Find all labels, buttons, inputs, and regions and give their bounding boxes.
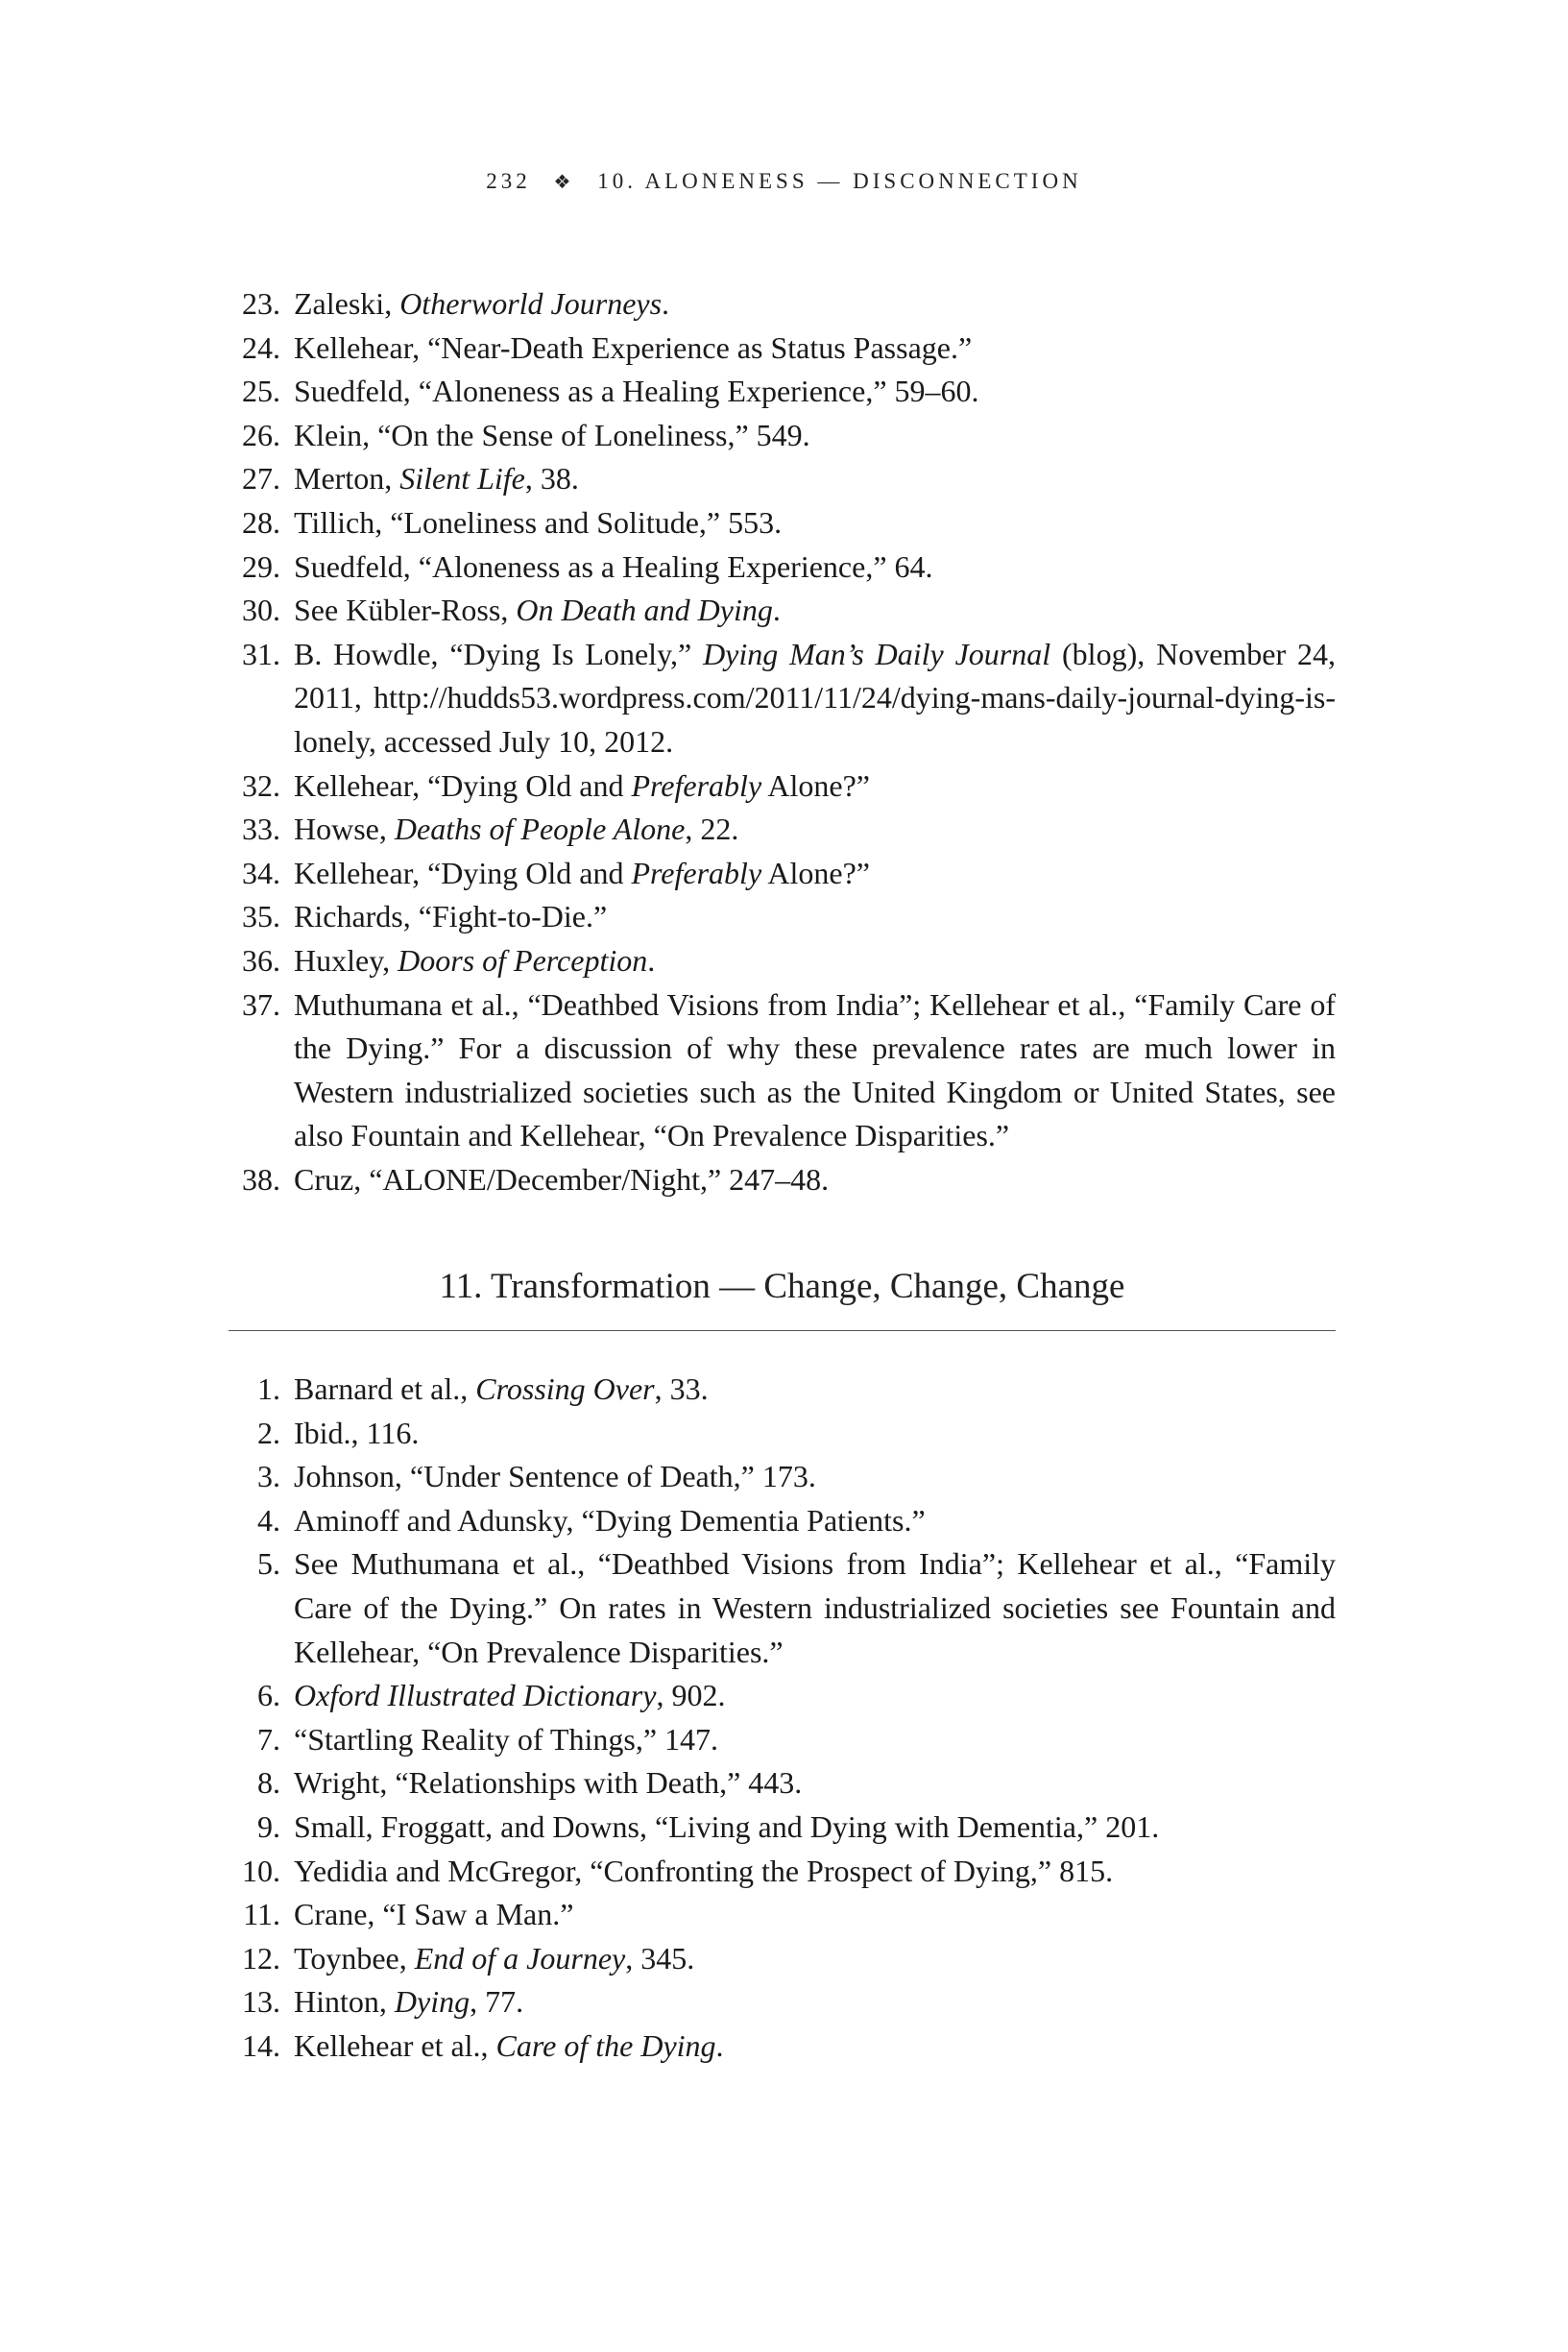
note-text: [294, 1893, 1336, 1937]
note-text: [294, 1806, 1336, 1850]
notes-chapter-11: [225, 1368, 1336, 2069]
note-number: 3.: [257, 1459, 280, 1494]
note-text-part: See Muthumana et al., “Deathbed Visions from India”; Kellehear et al., “Family Care of the Dying.” On rates in Western industrialized societies see Fountain and Kellehear, “On Prevalence Disparities.”: [294, 1546, 1336, 1669]
note-text-part: See Kübler-Ross,: [294, 593, 517, 628]
note-text-part: Alone?”: [761, 855, 870, 890]
note-text: [294, 370, 1336, 414]
note-text-part: , 33.: [654, 1371, 709, 1406]
note-text-part: Toynbee,: [294, 1940, 415, 1976]
note-text-part: Tillich, “Loneliness and Solitude,” 553.: [294, 504, 783, 540]
note-text: [294, 852, 1336, 896]
chapter-title: 10. ALONENESS — DISCONNECTION: [597, 169, 1082, 193]
note-text-part: , 77.: [470, 1984, 524, 2020]
note-text: [294, 983, 1336, 1158]
note-number: 4.: [257, 1502, 280, 1538]
note-text: [294, 1455, 1336, 1499]
note-item: [225, 764, 1336, 809]
section-divider: [229, 1330, 1336, 1331]
note-number: 13.: [242, 1984, 280, 2020]
note-text-part: Kellehear, “Near-Death Experience as Status Passage.”: [294, 329, 973, 365]
page-number: 232: [486, 169, 531, 193]
note-number: 38.: [242, 1161, 280, 1197]
note-item: [225, 501, 1336, 546]
note-item: [225, 983, 1336, 1158]
note-number: 1.: [257, 1371, 280, 1406]
note-number: 35.: [242, 899, 280, 934]
note-text-part: Cruz, “ALONE/December/Night,” 247–48.: [294, 1161, 830, 1197]
note-number: 32.: [242, 767, 280, 803]
note-item: [225, 1893, 1336, 1937]
note-text-part: , 38.: [524, 461, 579, 497]
note-text: [294, 1937, 1336, 1981]
note-number: 12.: [242, 1940, 280, 1976]
note-number: 14.: [242, 2027, 280, 2063]
note-text: [294, 2025, 1336, 2069]
note-number: 34.: [242, 855, 280, 890]
note-number: 30.: [242, 593, 280, 628]
note-text-part: .: [647, 942, 656, 978]
note-item: [225, 2025, 1336, 2069]
note-item: [225, 1806, 1336, 1850]
note-text-part: Huxley,: [294, 942, 398, 978]
note-text-part: Kellehear, “Dying Old and: [294, 767, 632, 803]
note-text-part: Suedfeld, “Aloneness as a Healing Experience,” 64.: [294, 548, 933, 584]
note-title-italic: Preferably: [631, 855, 762, 890]
note-text-part: Johnson, “Under Sentence of Death,” 173.: [294, 1459, 816, 1494]
note-text-part: , 345.: [625, 1940, 695, 1976]
note-number: 11.: [243, 1897, 280, 1932]
note-item: [225, 808, 1336, 852]
note-text: [294, 457, 1336, 501]
note-text-part: Klein, “On the Sense of Loneliness,” 549.: [294, 417, 810, 452]
note-item: [225, 1761, 1336, 1806]
note-text: [294, 327, 1336, 371]
note-title-italic: End of a Journey: [414, 1940, 626, 1976]
running-head: [0, 169, 1568, 194]
note-text: [294, 501, 1336, 546]
note-text: [294, 1761, 1336, 1806]
note-text-part: Ibid., 116.: [294, 1415, 420, 1450]
note-item: [225, 1718, 1336, 1762]
note-item: [225, 1455, 1336, 1499]
section-heading: 11. Transformation — Change, Change, Change: [439, 1267, 1125, 1306]
note-number: 28.: [242, 504, 280, 540]
note-item: [225, 1368, 1336, 1412]
note-text: [294, 282, 1336, 327]
note-text-part: “Startling Reality of Things,” 147.: [294, 1721, 719, 1757]
note-title-italic: Otherworld Journeys: [399, 286, 663, 321]
note-text: [294, 1412, 1336, 1456]
note-text-part: .: [715, 2027, 724, 2063]
note-text-part: Muthumana et al., “Deathbed Visions from India”; Kellehear et al., “Family Care of the Dying.” For a discussion of why these prevalence rates are much lower in Western industrialized societies such as the United Kingdom or United States, see also Fountain and Kellehear, “On Prevalence Disparities.”: [294, 986, 1336, 1153]
note-text-part: Zaleski,: [294, 286, 400, 321]
note-text: [294, 546, 1336, 590]
note-title-italic: Doors of Perception: [398, 942, 648, 978]
note-text-part: Hinton,: [294, 1984, 395, 2020]
note-number: 6.: [257, 1678, 280, 1713]
note-text: [294, 1718, 1336, 1762]
note-number: 31.: [242, 636, 280, 671]
note-number: 7.: [257, 1721, 280, 1757]
note-text: [294, 589, 1336, 633]
note-text-part: Crane, “I Saw a Man.”: [294, 1897, 574, 1932]
note-text-part: Suedfeld, “Aloneness as a Healing Experience,” 59–60.: [294, 374, 979, 409]
note-item: [225, 1850, 1336, 1894]
note-text-part: , 902.: [656, 1678, 726, 1713]
note-number: 2.: [257, 1415, 280, 1450]
note-text-part: Small, Froggatt, and Downs, “Living and Dying with Dementia,” 201.: [294, 1808, 1160, 1844]
note-text-part: Richards, “Fight-to-Die.”: [294, 899, 608, 934]
note-title-italic: Oxford Illustrated Dictionary: [294, 1678, 657, 1713]
note-number: 8.: [257, 1765, 280, 1801]
note-title-italic: Crossing Over: [475, 1371, 655, 1406]
note-number: 36.: [242, 942, 280, 978]
note-title-italic: Preferably: [631, 767, 762, 803]
note-title-italic: Care of the Dying: [495, 2027, 716, 2063]
note-item: [225, 282, 1336, 327]
fleuron-icon: ❖: [553, 172, 575, 193]
note-item: [225, 1980, 1336, 2025]
notes-chapter-10: [225, 282, 1336, 1201]
note-text-part: Yedidia and McGregor, “Confronting the Prospect of Dying,” 815.: [294, 1853, 1114, 1888]
note-text: [294, 1499, 1336, 1543]
note-number: 10.: [242, 1853, 280, 1888]
note-title-italic: Deaths of People Alone: [394, 812, 686, 847]
note-item: [225, 589, 1336, 633]
note-text-part: Wright, “Relationships with Death,” 443.: [294, 1765, 803, 1801]
note-item: [225, 1937, 1336, 1981]
note-item: [225, 852, 1336, 896]
note-number: 24.: [242, 329, 280, 365]
note-number: 5.: [257, 1546, 280, 1582]
note-text: [294, 1980, 1336, 2025]
note-text: [294, 764, 1336, 809]
note-item: [225, 370, 1336, 414]
note-item: [225, 1542, 1336, 1674]
note-title-italic: On Death and Dying: [516, 593, 773, 628]
note-number: 9.: [257, 1808, 280, 1844]
note-text: [294, 1674, 1336, 1718]
note-text-part: Barnard et al.,: [294, 1371, 476, 1406]
note-text-part: .: [772, 593, 781, 628]
note-number: 29.: [242, 548, 280, 584]
note-text: [294, 1158, 1336, 1202]
note-text: [294, 1368, 1336, 1412]
note-title-italic: Dying Man’s Daily Journal: [703, 636, 1051, 671]
note-text-part: Aminoff and Adunsky, “Dying Dementia Patients.”: [294, 1502, 926, 1538]
note-text: [294, 808, 1336, 852]
note-item: [225, 895, 1336, 939]
note-number: 37.: [242, 986, 280, 1022]
note-title-italic: Dying: [394, 1984, 470, 2020]
note-text-part: B. Howdle, “Dying Is Lonely,”: [294, 636, 704, 671]
note-number: 25.: [242, 374, 280, 409]
note-item: [225, 1674, 1336, 1718]
note-text: [294, 1542, 1336, 1674]
note-text-part: Howse,: [294, 812, 395, 847]
note-text-part: Merton,: [294, 461, 400, 497]
note-item: [225, 1499, 1336, 1543]
note-item: [225, 546, 1336, 590]
note-text: [294, 939, 1336, 983]
note-item: [225, 1158, 1336, 1202]
note-item: [225, 633, 1336, 764]
note-number: 23.: [242, 286, 280, 321]
note-text-part: Alone?”: [761, 767, 870, 803]
note-item: [225, 327, 1336, 371]
note-number: 33.: [242, 812, 280, 847]
note-text-part: (blog), November 24, 2011, http://hudds53.wordpress.com/2011/11/24/dying-mans-daily-journal-dying-is-lonely, accessed July 10, 2012.: [294, 636, 1337, 759]
note-item: [225, 939, 1336, 983]
note-text-part: Kellehear, “Dying Old and: [294, 855, 632, 890]
note-item: [225, 414, 1336, 458]
note-text-part: , 22.: [685, 812, 739, 847]
note-text: [294, 633, 1336, 764]
note-text: [294, 414, 1336, 458]
note-number: 27.: [242, 461, 280, 497]
note-item: [225, 457, 1336, 501]
note-text: [294, 895, 1336, 939]
note-text-part: .: [662, 286, 670, 321]
note-text-part: Kellehear et al.,: [294, 2027, 496, 2063]
note-title-italic: Silent Life: [399, 461, 525, 497]
note-number: 26.: [242, 417, 280, 452]
note-text: [294, 1850, 1336, 1894]
note-item: [225, 1412, 1336, 1456]
